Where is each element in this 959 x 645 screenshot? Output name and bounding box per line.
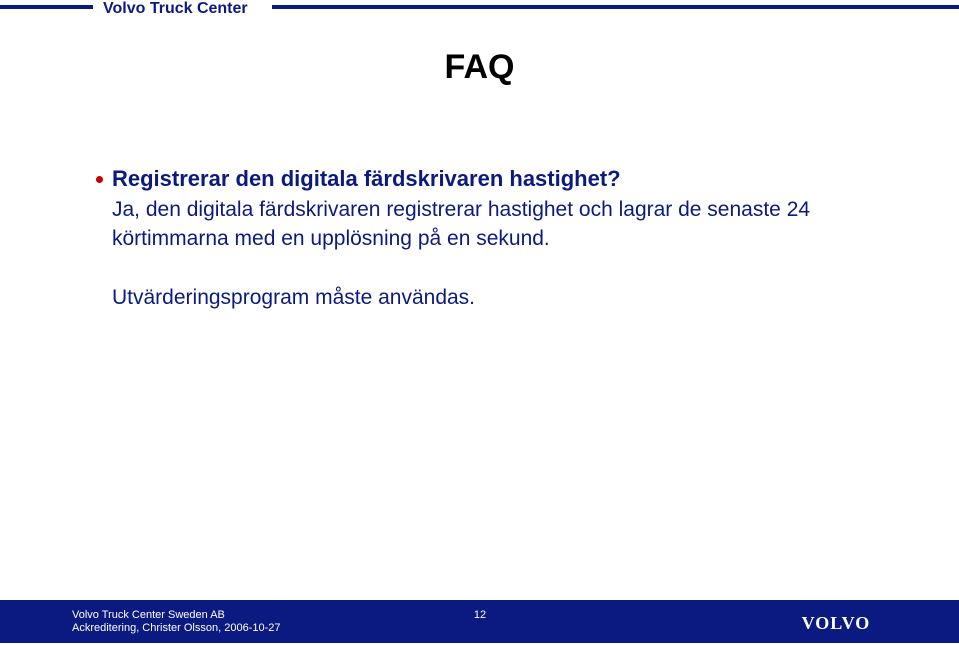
bullet-icon <box>96 176 103 183</box>
header-bar-left <box>0 5 93 9</box>
header-bar-right <box>272 5 959 9</box>
footer-author-line: Ackreditering, Christer Olsson, 2006-10-27 <box>72 622 281 634</box>
faq-note: Utvärderingsprogram måste användas. <box>112 286 476 309</box>
header-title: Volvo Truck Center <box>103 0 248 17</box>
footer-company: Volvo Truck Center Sweden AB <box>72 609 225 621</box>
slide-title: FAQ <box>444 48 515 86</box>
footer-bar <box>0 600 959 643</box>
faq-answer: Ja, den digitala färdskrivaren registrerar hastighet och lagrar de senaste 24 körtimmarna med en upplösning på en sekund. <box>112 198 811 250</box>
volvo-logo: VOLVO <box>801 613 871 633</box>
page-number: 12 <box>473 609 487 621</box>
faq-question: Registrerar den digitala färdskrivaren hastighet? <box>112 166 621 191</box>
